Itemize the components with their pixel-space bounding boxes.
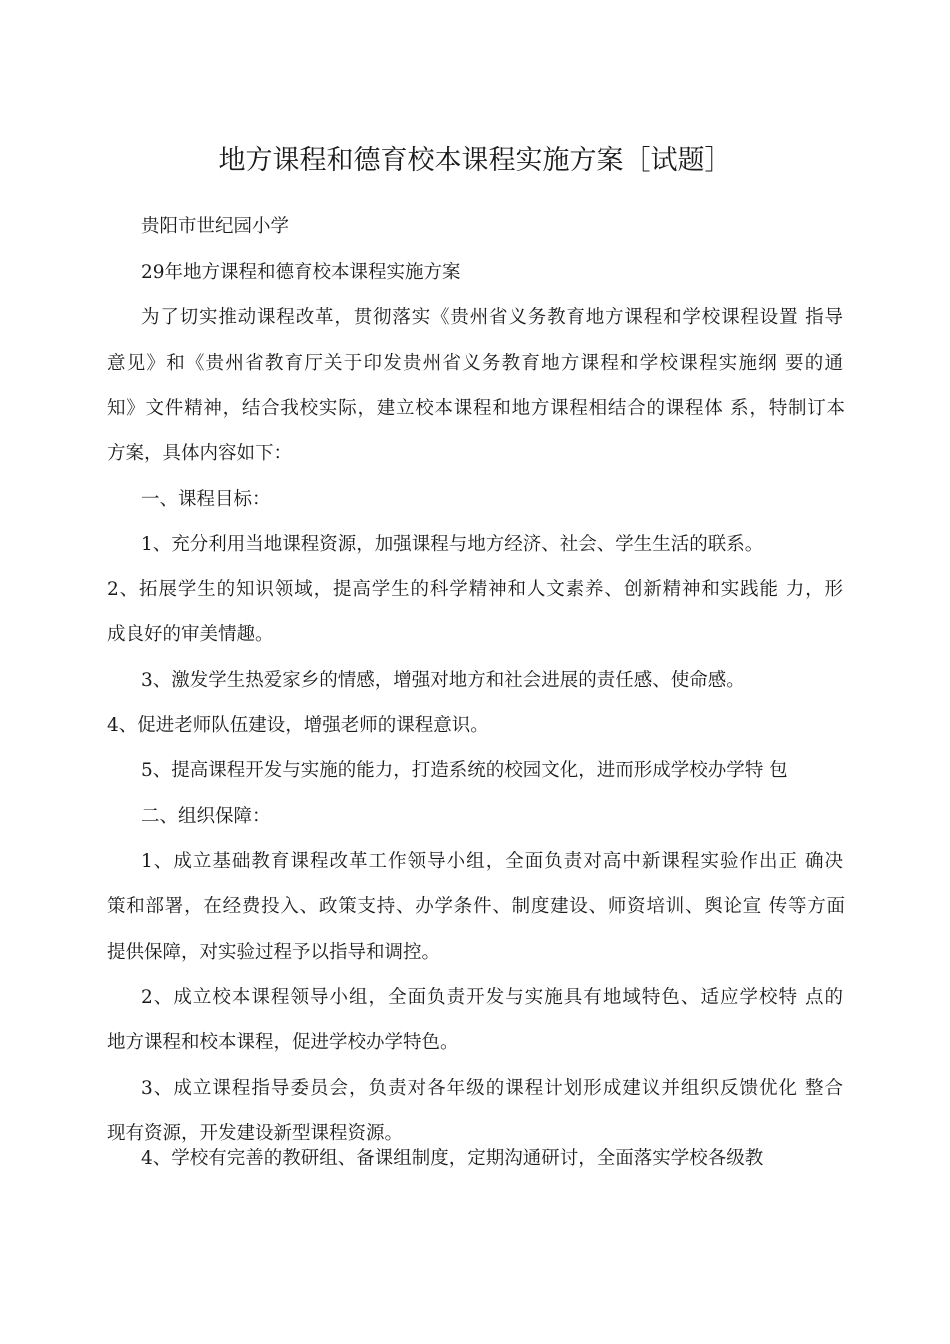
org-item-1-line-1: 1、成立基础教育课程改革工作领导小组，全面负责对高中新课程实验作出正 确决 (141, 851, 843, 872)
goal-item-4: 4、促进老师队伍建设，增强老师的课程意识。 (107, 715, 489, 736)
org-item-3-line-1: 3、成立课程指导委员会，负责对各年级的课程计划形成建议并组织反馈优化 整合 (141, 1078, 843, 1099)
intro-line-1: 为了切实推动课程改革，贯彻落实《贵州省义务教育地方课程和学校课程设置 指导 (141, 307, 843, 328)
org-item-2-line-2: 地方课程和校本课程，促进学校办学特色。 (107, 1032, 459, 1053)
intro-line-2: 意见》和《贵州省教育厅关于印发贵州省义务教育地方课程和学校课程实施纲 要的通 (107, 353, 843, 374)
intro-line-3: 知》文件精神，结合我校实际，建立校本课程和地方课程相结合的课程体 系，特制订本 (107, 398, 845, 419)
section-heading-goals: 一、课程目标： (141, 489, 271, 510)
intro-line-4: 方案，具体内容如下： (107, 443, 293, 464)
plan-subtitle: 29年地方课程和德育校本课程实施方案 (141, 262, 461, 283)
org-item-1-line-2: 策和部署，在经费投入、政策支持、办学条件、制度建设、师资培训、舆论宣 传等方面 (107, 896, 845, 917)
org-item-2-line-1: 2、成立校本课程领导小组，全面负责开发与实施具有地域特色、适应学校特 点的 (141, 987, 843, 1008)
goal-item-1: 1、充分利用当地课程资源，加强课程与地方经济、社会、学生生活的联系。 (141, 534, 764, 555)
section-heading-organization: 二、组织保障： (141, 806, 271, 827)
goal-item-2-line-2: 成良好的审美情趣。 (107, 624, 274, 645)
school-name: 贵阳市世纪园小学 (141, 216, 290, 237)
document-title: 地方课程和德育校本课程实施方案［试题］ (218, 145, 732, 176)
goal-item-3: 3、激发学生热爱家乡的情感，增强对地方和社会进展的责任感、使命感。 (141, 670, 745, 691)
org-item-1-line-3: 提供保障，对实验过程予以指导和调控。 (107, 942, 441, 963)
goal-item-5: 5、提高课程开发与实施的能力，打造系统的校园文化，进而形成学校办学特 包 (141, 760, 788, 781)
org-item-3-line-2: 现有资源，开发建设新型课程资源。 (107, 1123, 404, 1144)
goal-item-2-line-1: 2、拓展学生的知识领域，提高学生的科学精神和人文素养、创新精神和实践能 力，形 (107, 579, 843, 600)
org-item-4-line-1: 4、学校有完善的教研组、备课组制度，定期沟通研讨，全面落实学校各级教 (141, 1148, 764, 1169)
